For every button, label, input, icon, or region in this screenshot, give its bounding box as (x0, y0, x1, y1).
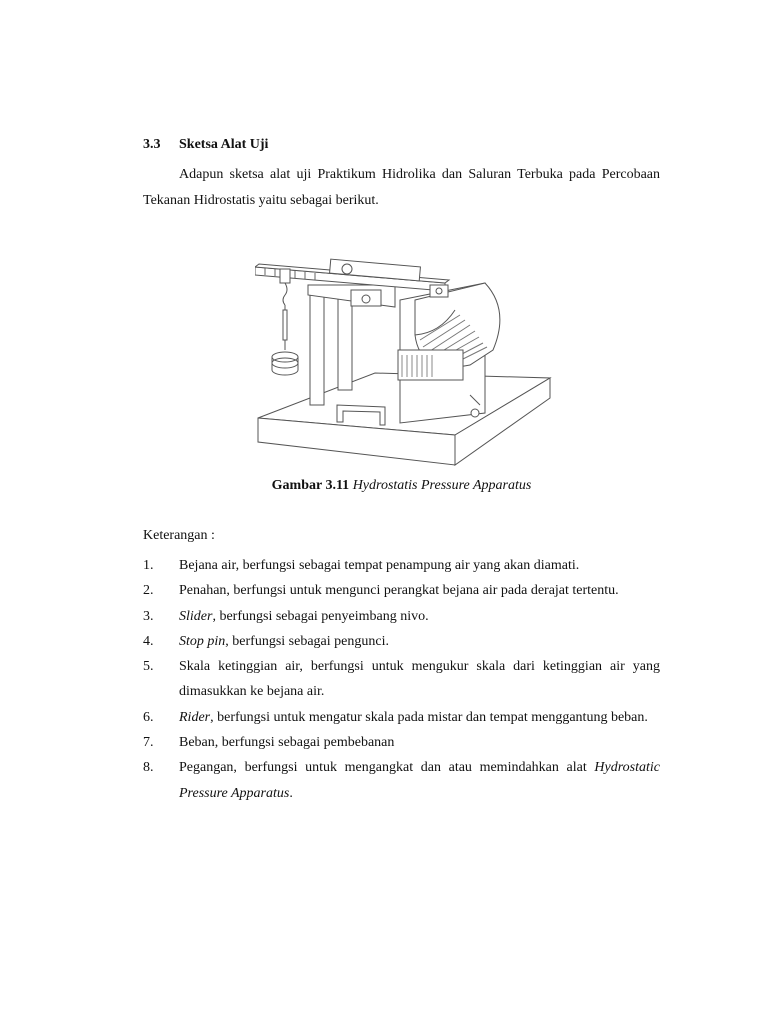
intro-paragraph (143, 162, 660, 213)
list-item: 2. Penahan, berfungsi untuk mengunci perangkat bejana air pada derajat tertentu. (143, 583, 619, 599)
weight (272, 352, 298, 362)
support-post-right (338, 295, 352, 390)
keterangan-label: Keterangan : (143, 528, 215, 543)
caption-label: Gambar 3.11 (271, 478, 350, 493)
hydrostatic-apparatus-figure (255, 255, 555, 470)
list-item: 7. Beban, berfungsi sebagai pembebanan (143, 735, 395, 751)
list-item: 8. Pegangan, berfungsi untuk mengangkat dan atau memindahkan alat Hydrostatic Pressure Apparatus. (143, 760, 660, 801)
support-post-left (310, 295, 324, 405)
list-item: 4. Stop pin, berfungsi sebagai pengunci. (143, 633, 389, 649)
list-item: 5. Skala ketinggian air, berfungsi untuk mengukur skala dari ketinggian air yang dimasukkan ke bejana air. (143, 659, 660, 700)
caption-text: Hydrostatis Pressure Apparatus (352, 478, 532, 493)
figure-caption (143, 478, 660, 494)
legend-list (143, 553, 660, 806)
water-scale (398, 350, 463, 380)
section-number: 3.3 (143, 137, 161, 152)
list-item: 3. Slider, berfungsi sebagai penyeimbang nivo. (143, 608, 429, 624)
section-title: Sketsa Alat Uji (179, 137, 269, 152)
list-item: 6. Rider, berfungsi untuk mengatur skala pada mistar dan tempat menggantung beban. (143, 709, 648, 725)
intro-text: Adapun sketsa alat uji Praktikum Hidrolika dan Saluran Terbuka pada Percobaan Tekanan Hidrostatis yaitu sebagai berikut. (143, 167, 660, 208)
list-item: 1. Bejana air, berfungsi sebagai tempat penampung air yang akan diamati. (143, 558, 580, 573)
rider (280, 269, 290, 283)
